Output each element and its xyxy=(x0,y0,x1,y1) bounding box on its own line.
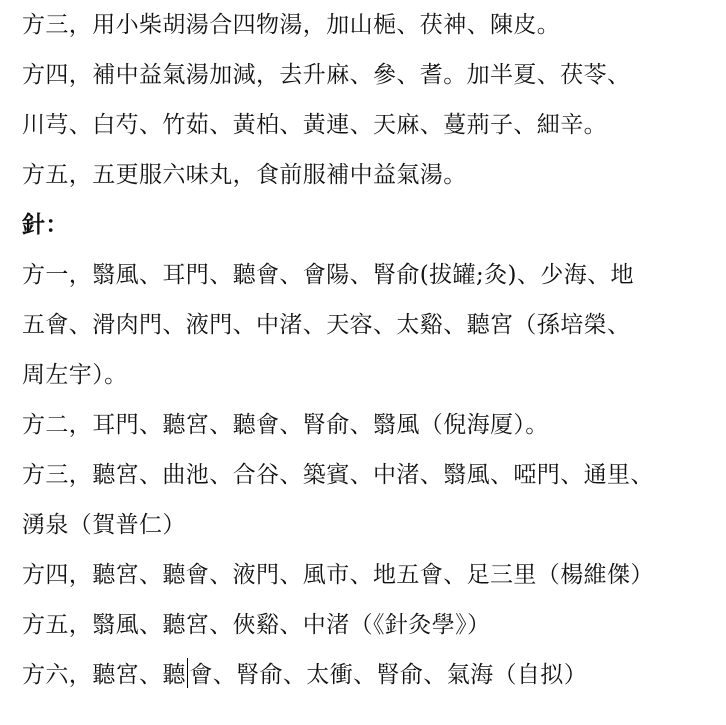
text-line-14-after-cursor: 會、腎俞、太衝、腎俞、氣海（自拟） xyxy=(189,662,588,688)
section-heading-acupuncture: 針： xyxy=(22,211,69,238)
text-line-1: 方三，用小柴胡湯合四物湯，加山梔、茯神、陳皮。 xyxy=(22,12,561,38)
text-line-12: 方四，聽宮、聽會、液門、風市、地五會、足三里（楊維傑） xyxy=(22,562,654,588)
text-line-10: 方三，聽宮、曲池、合谷、築賓、中渚、翳風、啞門、通里、 xyxy=(22,462,654,488)
text-line-14 xyxy=(22,650,720,700)
text-line-13: 方五，翳風、聽宮、俠谿、中渚（《針灸學》） xyxy=(22,612,491,638)
text-line-4: 方五，五更服六味丸，食前服補中益氣湯。 xyxy=(22,162,467,188)
text-line-8: 周左宇）。 xyxy=(22,362,128,388)
text-line-3: 川芎、白芍、竹茹、黃柏、黃連、天麻、蔓荊子、細辛。 xyxy=(22,112,607,138)
text-line-11: 湧泉（賀普仁） xyxy=(22,512,186,538)
text-line-9: 方二，耳門、聽宮、聽會、腎俞、翳風（倪海厦）。 xyxy=(22,412,549,438)
text-line-7: 五會、滑肉門、液門、中渚、天容、太谿、聽宮（孫培榮、 xyxy=(22,312,631,338)
text-line-2: 方四，補中益氣湯加減，去升麻、參、耆。加半夏、茯苓、 xyxy=(22,62,631,88)
text-line-6: 方一，翳風、耳門、聽會、會陽、腎俞(拔罐;灸)、少海、地 xyxy=(22,262,634,288)
text-line-14-before-cursor: 方六，聽宮、聽 xyxy=(22,662,186,688)
